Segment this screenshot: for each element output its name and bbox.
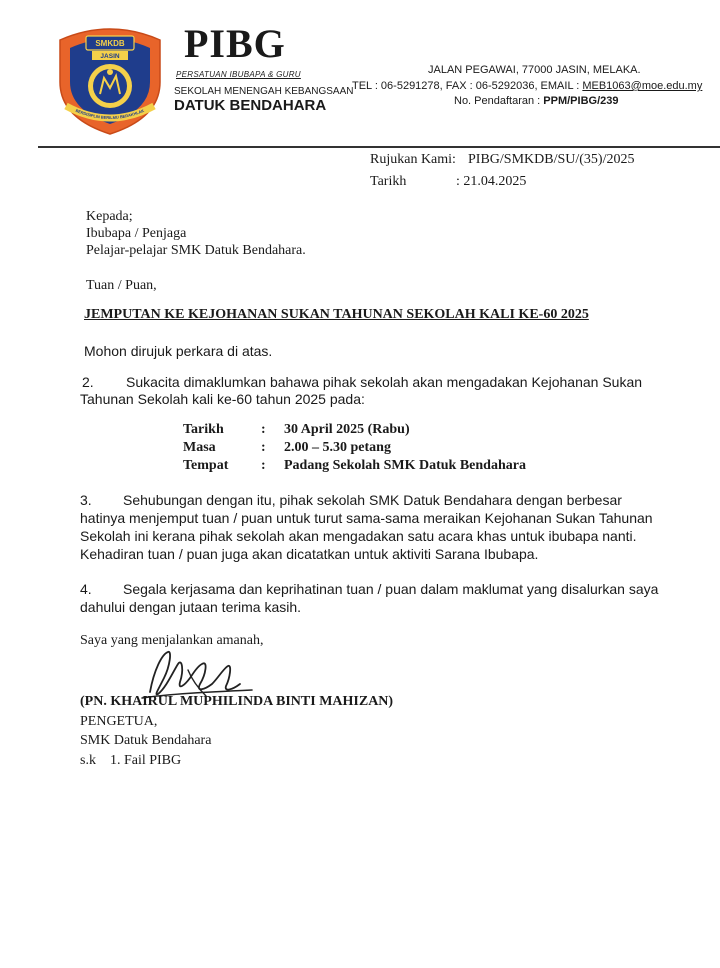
detail-venue-value: Padang Sekolah SMK Datuk Bendahara [284,458,526,473]
para-3-line-3: Sekolah ini kerana pihak sekolah akan mengadakan satu acara khas untuk ibubapa nanti. [80,528,637,544]
detail-time-value: 2.00 – 5.30 petang [284,440,391,455]
detail-date-value: 30 April 2025 (Rabu) [284,422,410,437]
detail-venue-label: Tempat [183,458,229,473]
letter-subject: JEMPUTAN KE KEJOHANAN SUKAN TAHUNAN SEKOLAH KALI KE-60 2025 [84,307,589,322]
date-label: Tarikh [370,174,407,189]
detail-time-colon: : [261,440,266,455]
closing-line: Saya yang menjalankan amanah, [80,633,264,648]
para-4-line-2: dahului dengan jutaan terima kasih. [80,599,302,615]
signatory-school: SMK Datuk Bendahara [80,733,212,748]
para-4-number: 4. [80,581,92,597]
school-crest-logo [52,22,168,136]
ref-value: PIBG/SMKDB/SU/(35)/2025 [468,152,635,167]
detail-time-label: Masa [183,440,216,455]
opening-line: Mohon dirujuk perkara di atas. [84,343,273,359]
contact-line [352,80,702,92]
para-3-line-1: Sehubungan dengan itu, pihak sekolah SMK Datuk Bendahara dengan berbesar [123,492,622,508]
registration-line [454,95,618,107]
school-address: JALAN PEGAWAI, 77000 JASIN, MELAKA. [428,64,641,76]
signatory-name: (PN. KHAIRUL MUPHILINDA BINTI MAHIZAN) [80,694,394,709]
recipient-line-2: Pelajar-pelajar SMK Datuk Bendahara. [86,243,306,258]
header-divider [38,146,720,148]
email-link[interactable]: MEB1063@moe.edu.my [582,80,703,92]
logo-sub-text: JASIN [100,53,120,60]
registration-label: No. Pendaftaran : [454,95,544,107]
recipient-kepada: Kepada; [86,209,133,224]
ref-label: Rujukan Kami: [370,152,456,167]
school-name: DATUK BENDAHARA [174,97,327,114]
para-2-line-1: Sukacita dimaklumkan bahawa pihak sekolah akan mengadakan Kejohanan Sukan [126,374,643,390]
para-2-number: 2. [82,374,94,390]
detail-venue-colon: : [261,458,266,473]
association-name: PERSATUAN IBUBAPA & GURU [176,70,301,79]
pibg-title: PIBG [184,21,286,66]
para-3-line-2: hatinya menjemput tuan / puan untuk turut sama-sama meraikan Kejohanan Sukan Tahunan [80,510,653,526]
logo-motto-text: BERDISIPLIN BERILMU BERAKHLAK [74,107,145,121]
signatory-title: PENGETUA, [80,714,158,729]
date-value: : 21.04.2025 [456,174,527,189]
para-3-number: 3. [80,492,92,508]
para-2-line-2: Tahunan Sekolah kali ke-60 tahun 2025 pada: [80,391,365,407]
salutation: Tuan / Puan, [86,278,157,293]
detail-date-label: Tarikh [183,422,224,437]
para-3-line-4: Kehadiran tuan / puan juga akan dicatatkan untuk aktiviti Sarana Ibubapa. [80,546,539,562]
registration-value: PPM/PIBG/239 [543,95,619,107]
recipient-line-1: Ibubapa / Penjaga [86,226,187,241]
cc-line: s.k 1. Fail PIBG [80,753,182,768]
detail-date-colon: : [261,422,266,437]
school-type: SEKOLAH MENENGAH KEBANGSAAN [174,86,354,97]
logo-top-text: SMKDB [95,39,125,48]
para-4-line-1: Segala kerjasama dan keprihatinan tuan / puan dalam maklumat yang disalurkan saya [123,581,659,597]
contact-numbers: TEL : 06-5291278, FAX : 06-5292036, EMAIL : [352,80,583,92]
